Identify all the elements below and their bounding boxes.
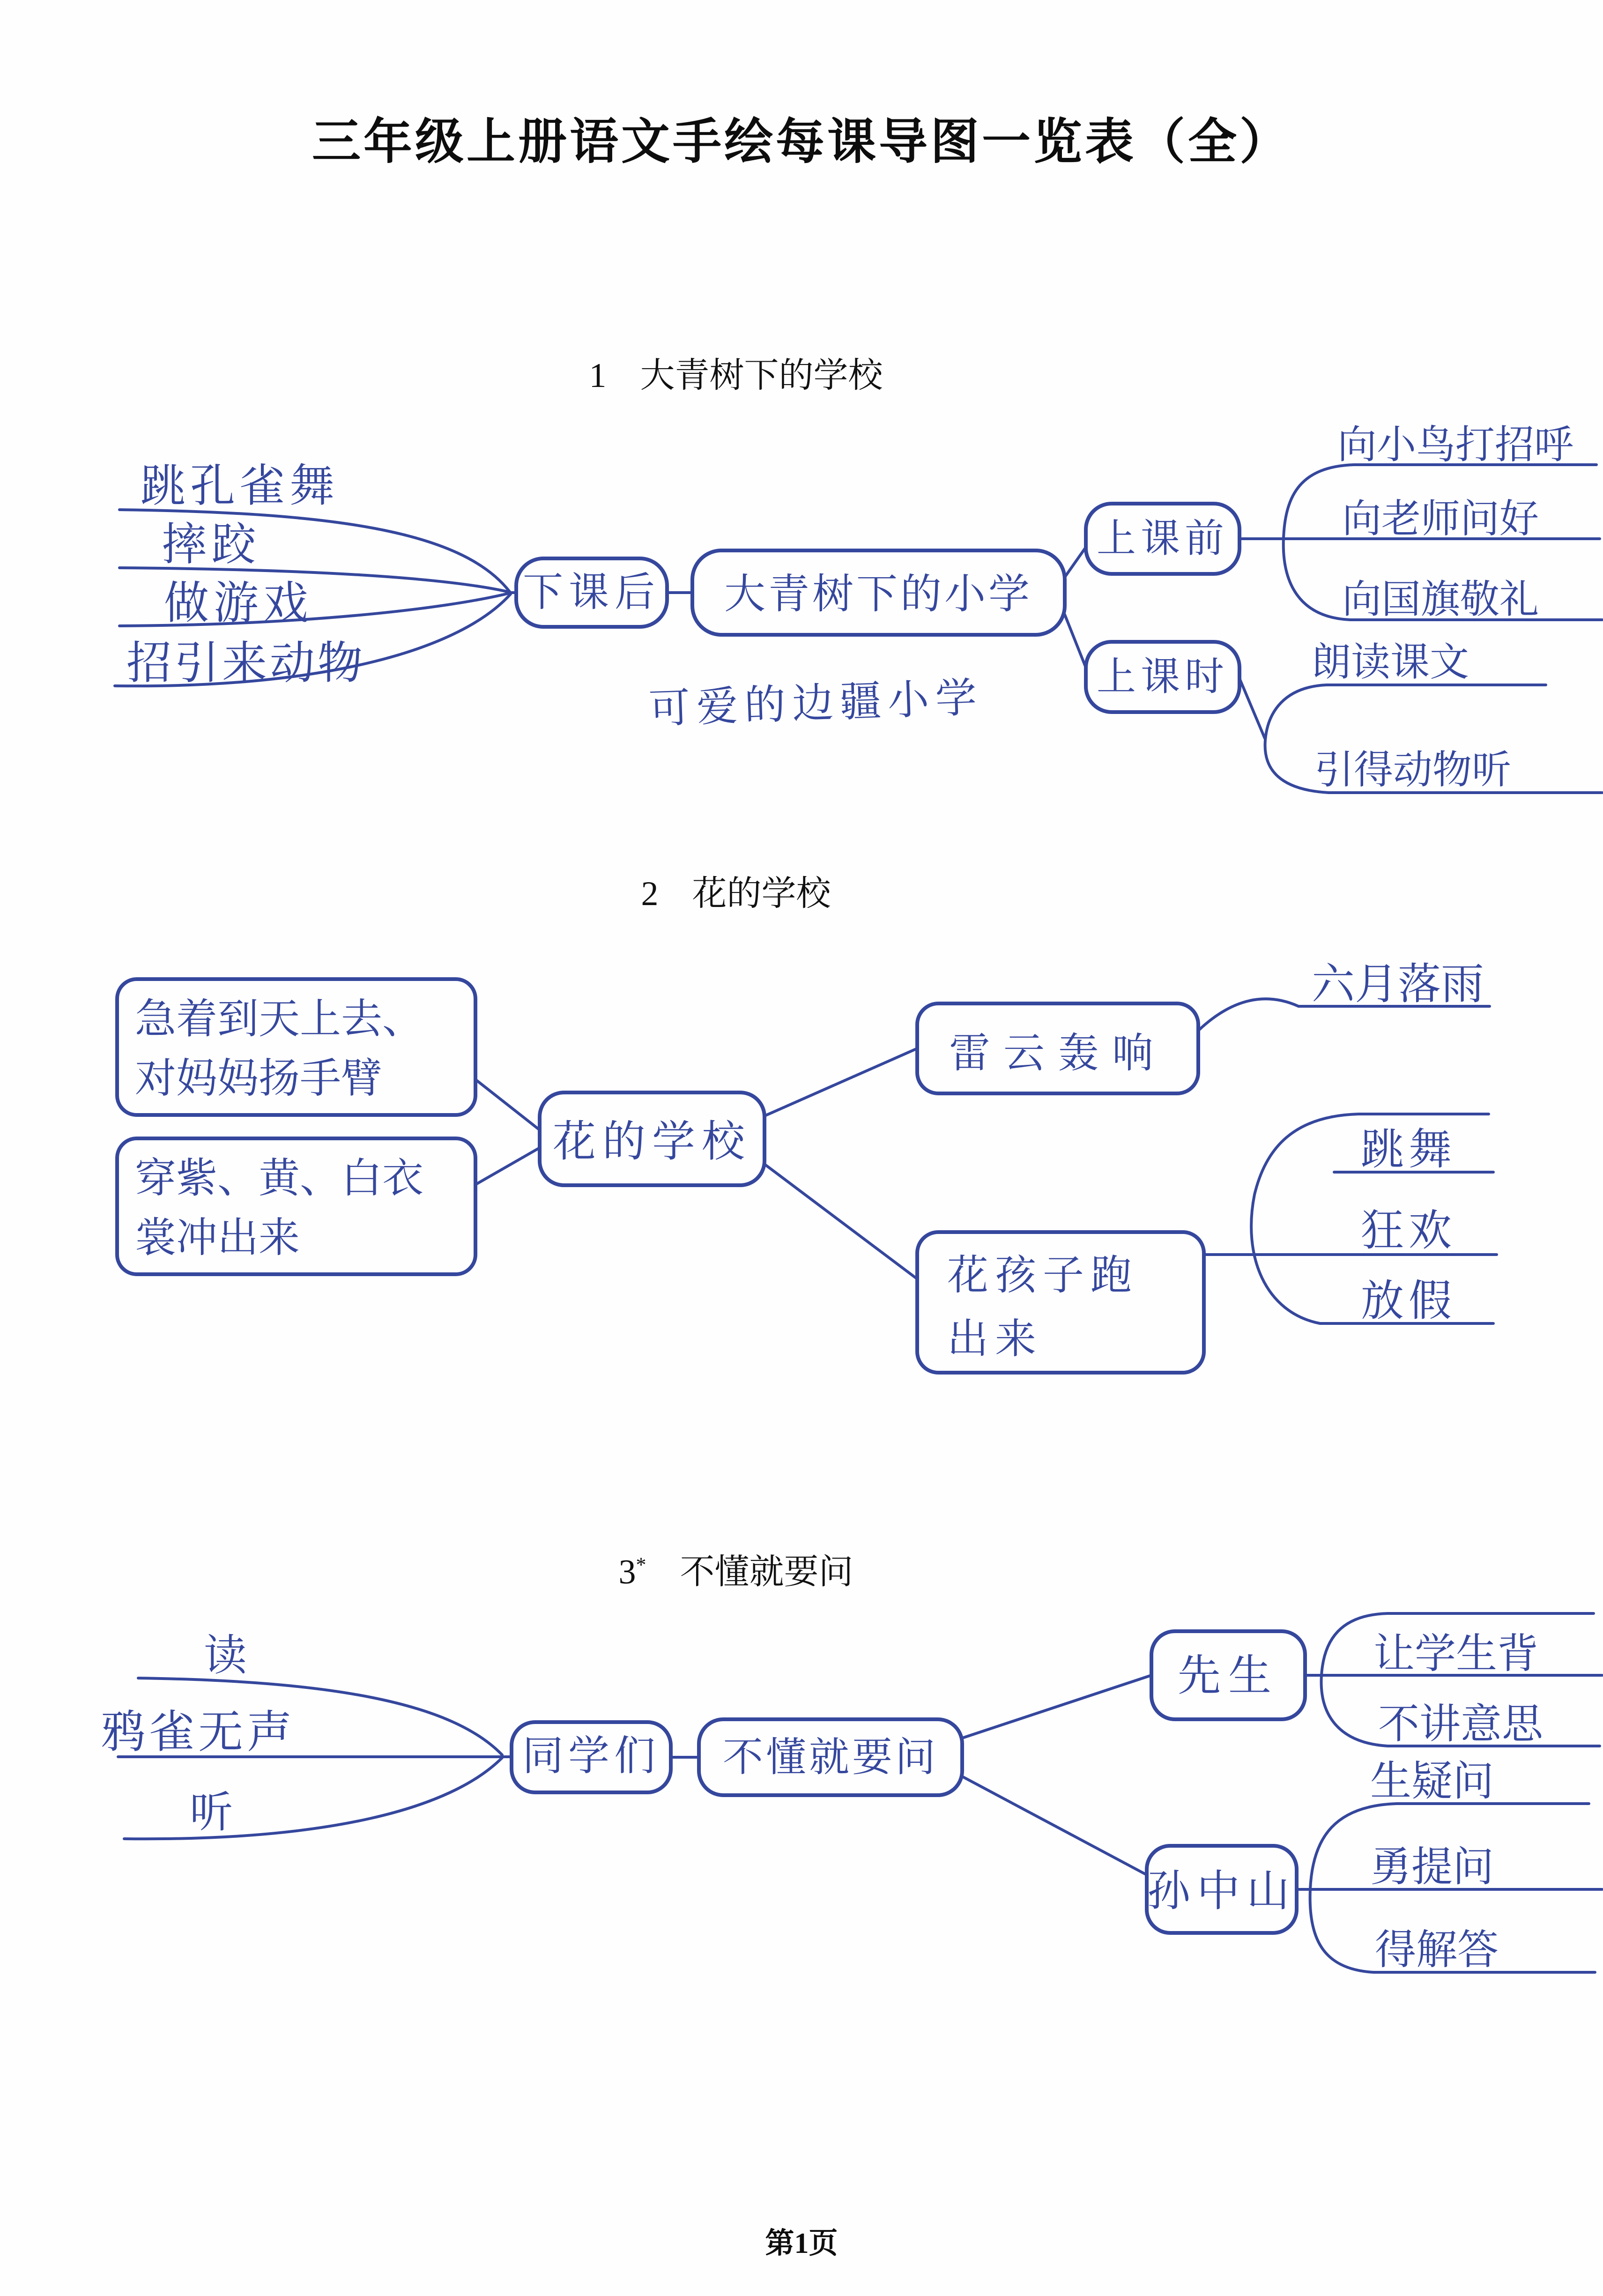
map1-right-top-node-label: 上课前 [1096,515,1229,561]
map1-branch-line [1065,547,1086,577]
mindmap-2-canvas [0,951,1603,1476]
map2-top-node-label: 雷云轰响 [949,1029,1167,1077]
map1-left-leaf-label: 跳孔雀舞 [141,460,339,512]
map1-right-top-leaf-label: 向小鸟打招呼 [1337,422,1574,468]
map1-left-leaf-label: 做游戏 [164,577,313,629]
map3-center-node-label: 不懂就要问 [723,1734,938,1781]
lesson-1-title: 大青树下的学校 [640,357,883,395]
map2-branch-line [764,1048,917,1116]
map3-right-bottom-leaf-label: 得解答 [1375,1925,1499,1974]
map2-bottom-node-line: 花孩子跑 [947,1251,1139,1299]
map1-right-top-leaf-label: 向国旗敬礼 [1342,576,1539,622]
map2-branch-line [764,1164,917,1279]
map2-left-box-2-line: 裳冲出来 [135,1213,300,1262]
lesson-3-title: 不懂就要问 [680,1553,853,1591]
map2-left-box-1-line: 对妈妈扬手臂 [135,1054,383,1102]
map3-left-leaf-line-3 [124,1758,502,1839]
map3-left-leaf-label: 鸦雀无声 [101,1706,296,1758]
map2-bottom-leaf-label: 跳舞 [1361,1124,1457,1174]
map3-branch-line [962,1776,1147,1875]
map2-converge-line [476,1148,540,1184]
map1-right-top-leaf-label: 向老师问好 [1342,496,1539,542]
map2-left-box-2-line: 穿紫、黄、白衣 [135,1154,424,1202]
map1-right-bottom-connector [1239,678,1265,738]
lesson-3-number: 3* [618,1553,646,1591]
mindmap-1-canvas [0,412,1603,834]
map1-branch-line [1065,615,1086,668]
lesson-2-title: 花的学校 [692,875,831,913]
map1-center-subtitle: 可爱的边疆小学 [648,673,984,733]
lesson-3-star: * [636,1553,646,1576]
map3-right-top-node-label: 先生 [1177,1650,1279,1701]
lesson-1-number: 1 [589,357,607,395]
map3-right-top-leaf-label: 让学生背 [1373,1629,1539,1678]
map3-branch-line [962,1675,1151,1738]
page-number: 第1页 [765,2228,838,2259]
lesson-2-number: 2 [641,875,659,913]
map3-left-leaf-label: 听 [190,1787,233,1837]
lesson-1-heading [0,348,1537,397]
map3-right-bottom-node-label: 孙中山 [1147,1866,1297,1916]
map2-bottom-leaf-label: 放假 [1361,1276,1457,1326]
map1-left-node-label: 下课后 [523,569,660,616]
map2-bottom-leaf-label: 狂欢 [1361,1205,1457,1256]
mindmap-3-canvas [0,1583,1603,2014]
map1-right-bottom-node-label: 上课时 [1096,654,1229,699]
map1-left-leaf-label: 摔跤 [162,518,261,571]
map2-bottom-node-line: 出来 [947,1315,1043,1363]
map2-converge-line [476,1080,540,1130]
map3-right-bottom-leaf-label: 生疑问 [1370,1757,1494,1805]
map1-center-node-label: 大青树下的小学 [724,570,1033,618]
map1-left-leaf-label: 招引来动物 [126,637,365,689]
lesson-2-heading [0,866,1537,915]
map3-left-leaf-label: 读 [204,1630,247,1680]
document-title: 三年级上册语文手绘每课导图一览表（全） [312,115,1291,169]
map3-left-node-label: 同学们 [522,1731,660,1780]
map2-top-leaf-label: 六月落雨 [1312,959,1484,1009]
map1-right-bottom-leaf-label: 引得动物听 [1314,747,1512,793]
map1-right-bottom-leaf-label: 朗读课文 [1312,639,1469,685]
map3-right-bottom-leaf-label: 勇提问 [1370,1843,1494,1891]
map3-right-top-leaf-label: 不讲意思 [1378,1700,1544,1748]
map2-center-node-label: 花的学校 [552,1116,752,1167]
map2-left-box-1-line: 急着到天上去、 [135,995,424,1043]
